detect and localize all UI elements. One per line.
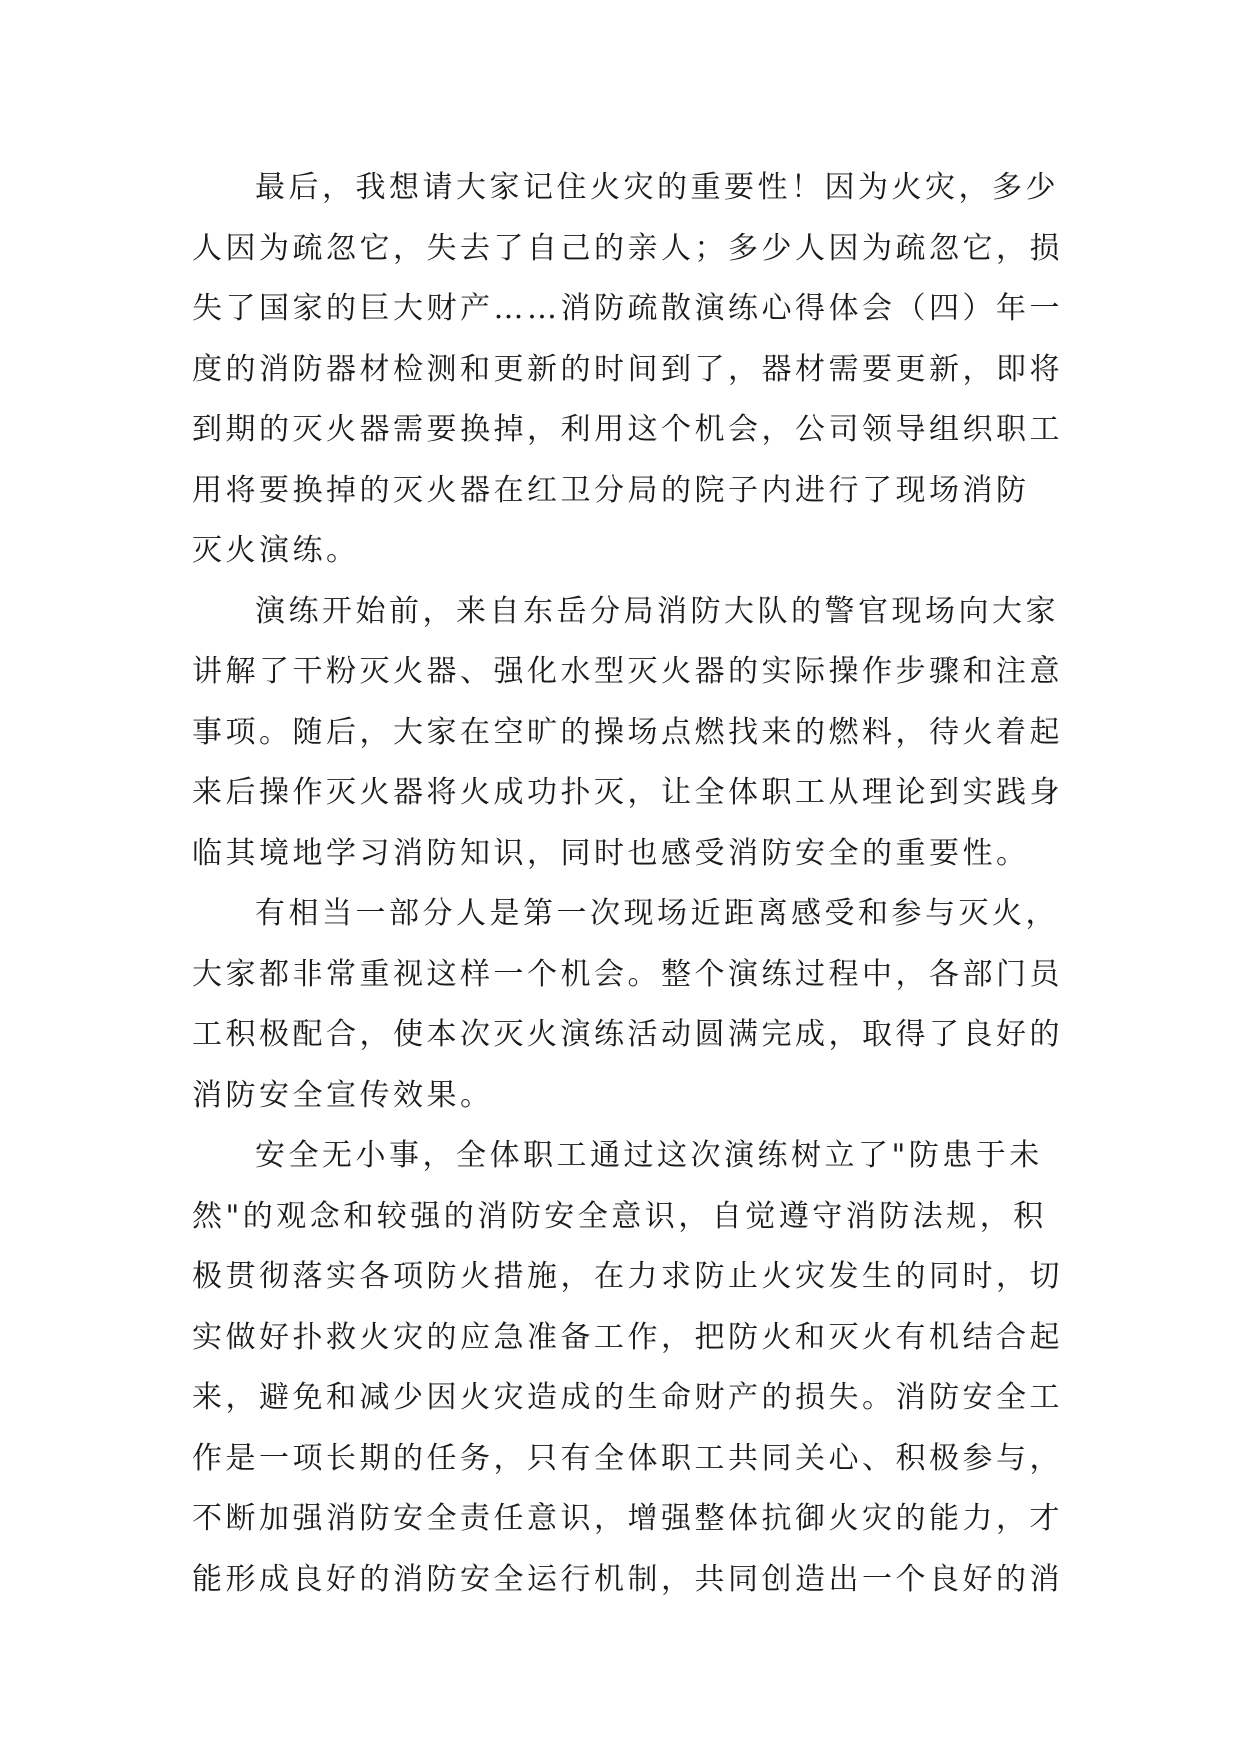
paragraph-line: 极贯彻落实各项防火措施，在力求防止火灾发生的同时，切 xyxy=(192,1259,1063,1294)
paragraph-line: 演练开始前，来自东岳分局消防大队的警官现场向大家 xyxy=(255,593,1059,629)
paragraph-line: 用将要换掉的灭火器在红卫分局的院子内进行了现场消防 xyxy=(192,472,1030,508)
paragraph-line: 然"的观念和较强的消防安全意识，自觉遵守消防法规，积 xyxy=(192,1198,1047,1234)
paragraph-line: 大家都非常重视这样一个机会。整个演练过程中，各部门员 xyxy=(192,956,1063,992)
paragraph-line: 不断加强消防安全责任意识，增强整体抗御火灾的能力，才 xyxy=(192,1501,1063,1536)
paragraph-line: 人因为疏忽它，失去了自己的亲人；多少人因为疏忽它，损 xyxy=(192,230,1063,266)
paragraph-line: 作是一项长期的任务，只有全体职工共同关心、积极参与， xyxy=(192,1440,1063,1476)
paragraph-line: 安全无小事，全体职工通过这次演练树立了"防患于未 xyxy=(255,1138,1043,1173)
body-text xyxy=(192,158,1072,1610)
paragraph-line: 消防安全宣传效果。 xyxy=(192,1077,494,1113)
paragraph-line: 有相当一部分人是第一次现场近距离感受和参与灭火， xyxy=(255,896,1059,931)
paragraph-line: 工积极配合，使本次灭火演练活动圆满完成，取得了良好的 xyxy=(192,1017,1063,1052)
paragraph-line: 临其境地学习消防知识，同时也感受消防安全的重要性。 xyxy=(192,835,1030,871)
paragraph-line: 事项。随后，大家在空旷的操场点燃找来的燃料，待火着起 xyxy=(192,714,1063,750)
paragraph-line: 来后操作灭火器将火成功扑灭，让全体职工从理论到实践身 xyxy=(192,775,1063,810)
paragraph-line: 实做好扑救火灾的应急准备工作，把防火和灭火有机结合起 xyxy=(192,1319,1063,1355)
paragraph-line: 最后，我想请大家记住火灾的重要性！因为火灾，多少 xyxy=(255,170,1059,205)
paragraph-line: 能形成良好的消防安全运行机制，共同创造出一个良好的消 xyxy=(192,1561,1063,1597)
paragraph-line: 度的消防器材检测和更新的时间到了，器材需要更新，即将 xyxy=(192,351,1063,387)
paragraph-line: 讲解了干粉灭火器、强化水型灭火器的实际操作步骤和注意 xyxy=(192,654,1063,689)
paragraph-line: 来，避免和减少因火灾造成的生命财产的损失。消防安全工 xyxy=(192,1380,1063,1415)
paragraph-line: 灭火演练。 xyxy=(192,533,360,568)
paragraph-line: 失了国家的巨大财产……消防疏散演练心得体会（四）年一 xyxy=(192,291,1063,326)
paragraph-line: 到期的灭火器需要换掉，利用这个机会，公司领导组织职工 xyxy=(192,412,1063,447)
